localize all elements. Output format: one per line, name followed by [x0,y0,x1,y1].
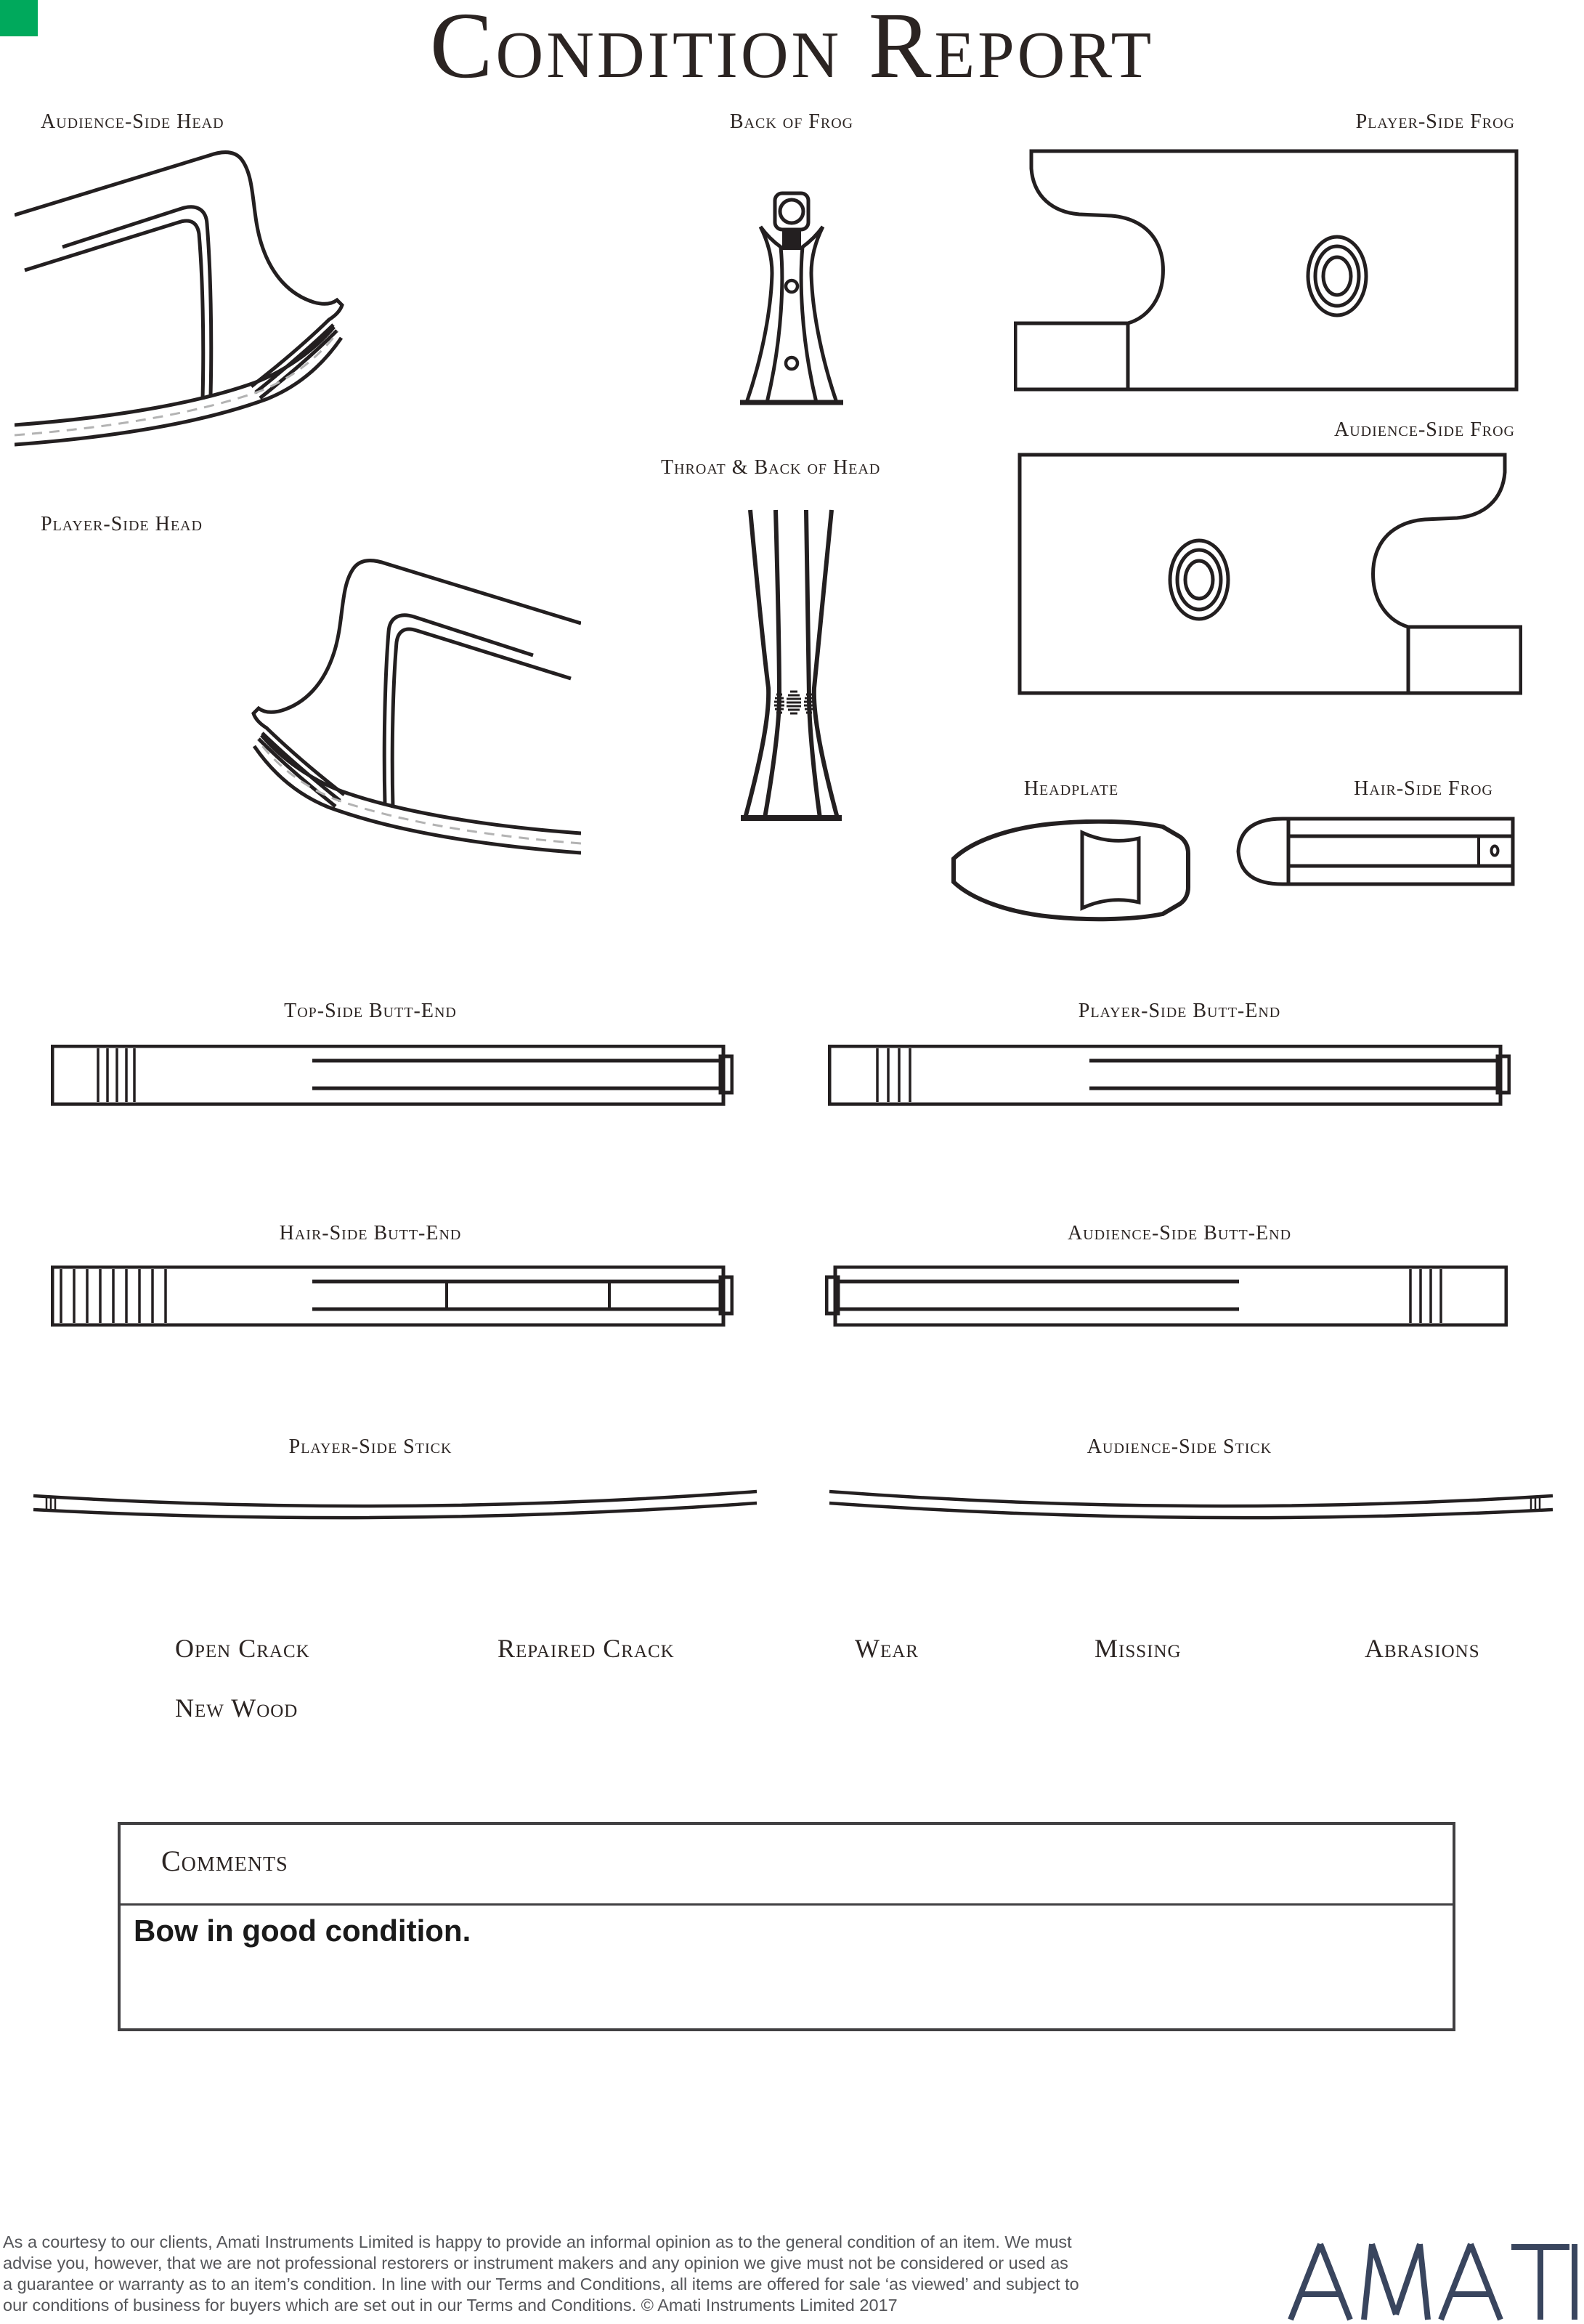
label-headplate: Headplate [1023,777,1119,800]
footer-line: As a courtesy to our clients, Amati Instruments Limited is happy to provide an informal opinion as to the general condition of an item. We must [3,2232,1072,2251]
player-side-butt-end-diagram [828,1045,1511,1106]
legend-label-open-crack: Open Crack [175,1634,310,1663]
comments-text: Bow in good condition. [134,1914,471,1948]
amati-logo [1287,2242,1577,2322]
comments-header: Comments [161,1845,288,1877]
legend-swatch-new-wood [0,0,38,36]
back-of-frog-diagram [737,190,846,408]
label-back-of-frog: Back of Frog [729,110,854,133]
label-hair-side-butt-end: Hair-Side Butt-End [279,1222,462,1244]
comments-divider [121,1903,1453,1906]
label-throat-back-of-head: Throat & Back of Head [661,456,881,479]
audience-side-butt-end-diagram [825,1266,1508,1327]
label-player-side-head: Player-Side Head [41,513,203,535]
legend-label-abrasions: Abrasions [1365,1634,1480,1663]
footer-line: our conditions of business for buyers which are set out in our Terms and Conditions. © Amati Instruments Limited 2017 [3,2296,898,2315]
top-side-butt-end-diagram [51,1045,734,1106]
label-audience-side-butt-end: Audience-Side Butt-End [1067,1222,1292,1244]
footer-disclaimer [3,2232,1136,2316]
label-audience-side-frog: Audience-Side Frog [1334,418,1515,441]
throat-back-of-head-diagram [739,509,856,822]
label-player-side-stick: Player-Side Stick [288,1436,452,1458]
page-title: Condition Report [429,0,1155,98]
player-side-stick-diagram [32,1479,758,1523]
audience-side-stick-diagram [828,1479,1554,1523]
player-side-frog-diagram [1014,148,1522,395]
label-hair-side-frog: Hair-Side Frog [1354,777,1493,800]
label-top-side-butt-end: Top-Side Butt-End [284,1000,457,1022]
legend-label-missing: Missing [1094,1634,1182,1663]
headplate-diagram [951,819,1191,923]
footer-line: advise you, however, that we are not professional restorers or instrument makers and any opinion we give must not be considered or used as [3,2254,1068,2272]
label-player-side-frog: Player-Side Frog [1355,110,1515,133]
footer-line: a guarantee or warranty as to an item’s condition. In line with our Terms and Conditions, all items are offered for sale ‘as viewed’ and subject to [3,2275,1079,2293]
label-audience-side-head: Audience-Side Head [41,110,224,133]
label-player-side-butt-end: Player-Side Butt-End [1078,1000,1281,1022]
legend-label-new-wood: New Wood [175,1693,298,1722]
hair-side-frog-diagram [1232,817,1515,886]
hair-side-butt-end-diagram [51,1266,734,1327]
audience-side-head-diagram [15,145,581,450]
label-audience-side-stick: Audience-Side Stick [1087,1436,1272,1458]
audience-side-frog-diagram [1014,452,1522,699]
legend-label-repaired-crack: Repaired Crack [497,1634,675,1663]
player-side-head-diagram [15,554,581,859]
comments-box [118,1822,1455,2031]
legend-label-wear: Wear [855,1634,919,1663]
